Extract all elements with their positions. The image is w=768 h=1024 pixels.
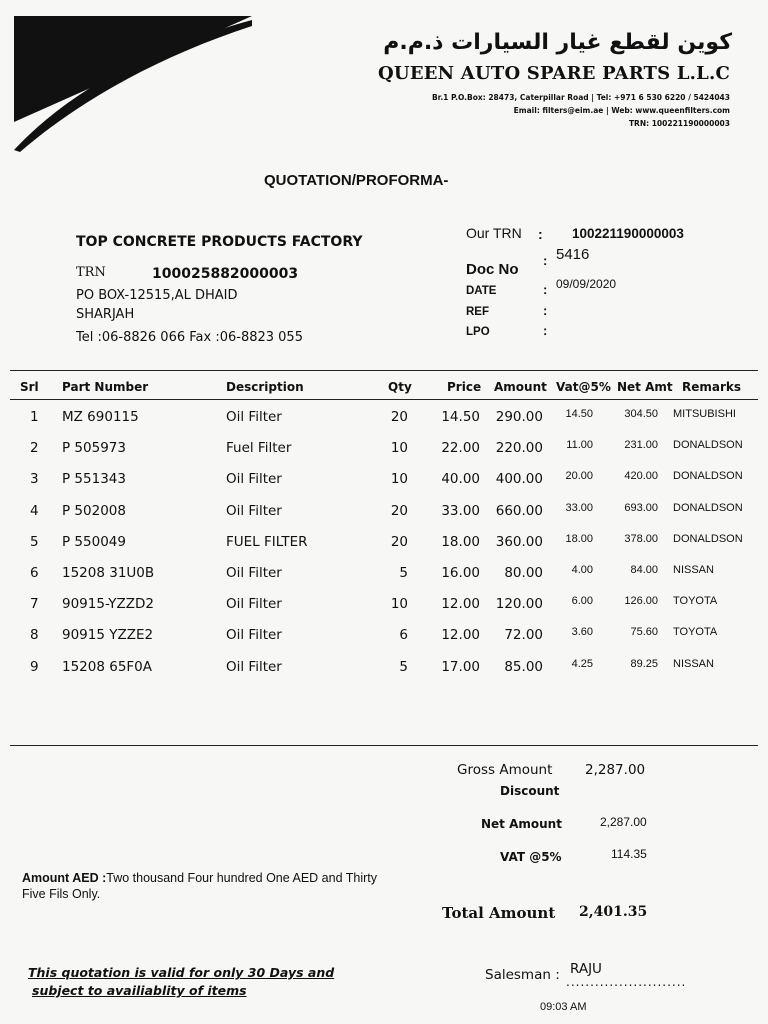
cell-net: 304.50 (624, 408, 658, 420)
cell-vat: 4.00 (571, 564, 593, 576)
gross-amount-value: 2,287.00 (585, 762, 646, 778)
ref-label: REF (466, 306, 489, 318)
cell-price: 17.00 (441, 659, 480, 675)
cell-net: 126.00 (624, 595, 658, 607)
cell-qty: 6 (399, 627, 408, 643)
cell-amount: 80.00 (504, 565, 543, 581)
net-amount-value: 2,287.00 (600, 815, 647, 829)
cell-qty: 10 (390, 596, 408, 612)
cell-remarks: TOYOTA (673, 595, 718, 607)
col-header-part-number: Part Number (62, 380, 149, 394)
cell-net: 420.00 (624, 470, 658, 482)
col-header-vat: Vat@5% (556, 380, 611, 394)
cell-desc: Oil Filter (226, 471, 282, 487)
cell-qty: 20 (390, 534, 408, 550)
cell-remarks: DONALDSON (673, 533, 743, 545)
doc-no-colon: : (543, 253, 548, 268)
cell-desc: Oil Filter (226, 503, 282, 519)
cell-srl: 8 (30, 627, 39, 643)
cell-srl: 7 (30, 596, 39, 612)
cell-part: P 505973 (62, 440, 126, 456)
cell-qty: 20 (390, 409, 408, 425)
customer-address-2: SHARJAH (76, 307, 135, 322)
salesman-label: Salesman : (485, 967, 560, 983)
cell-price: 22.00 (441, 440, 480, 456)
cell-srl: 1 (30, 409, 39, 425)
customer-name: TOP CONCRETE PRODUCTS FACTORY (76, 234, 363, 250)
cell-amount: 660.00 (495, 503, 543, 519)
total-amount-label: Total Amount (442, 904, 556, 922)
customer-address-1: PO BOX-12515,AL DHAID (76, 288, 238, 303)
our-trn-label: Our TRN (466, 225, 522, 241)
cell-amount: 85.00 (504, 659, 543, 675)
company-contact: Email: filters@eim.ae | Web: www.queenfilters.com (513, 106, 730, 115)
company-address: Br.1 P.O.Box: 28473, Caterpillar Road | Tel: +971 6 530 6220 / 5424043 (431, 93, 730, 102)
cell-part: MZ 690115 (62, 409, 139, 425)
cell-qty: 20 (390, 503, 408, 519)
cell-vat: 11.00 (566, 439, 593, 451)
cell-srl: 6 (30, 565, 39, 581)
validity-note-line-1: This quotation is valid for only 30 Days and (28, 965, 335, 980)
cell-part: 15208 65F0A (62, 659, 153, 675)
col-header-price: Price (447, 380, 482, 394)
cell-desc: Oil Filter (226, 596, 282, 612)
cell-price: 12.00 (441, 596, 480, 612)
amount-in-words-text: Two thousand Four hundred One AED and Thirty Five Fils Only. (22, 871, 378, 901)
cell-vat: 3.60 (571, 626, 593, 638)
cell-price: 16.00 (441, 565, 480, 581)
cell-vat: 33.00 (565, 502, 593, 514)
cell-srl: 9 (30, 659, 39, 675)
validity-note-line-2: subject to availiablity of items (32, 983, 247, 998)
cell-price: 33.00 (441, 503, 480, 519)
table-top-rule (10, 370, 758, 371)
col-header-srl: Srl (20, 380, 39, 394)
salesman-name: RAJU (570, 961, 602, 977)
lpo-label: LPO (466, 326, 490, 338)
cell-qty: 5 (399, 659, 408, 675)
cell-part: P 551343 (62, 471, 126, 487)
cell-desc: Oil Filter (226, 659, 282, 675)
salesman-signature-line: ......................... (566, 975, 687, 989)
cell-remarks: NISSAN (673, 658, 714, 670)
cell-amount: 360.00 (495, 534, 543, 550)
ref-colon: : (543, 303, 548, 318)
cell-srl: 3 (30, 471, 39, 487)
cell-net: 75.60 (630, 626, 658, 638)
cell-srl: 2 (30, 440, 39, 456)
cell-part: P 502008 (62, 503, 126, 519)
cell-part: 15208 31U0B (62, 565, 155, 581)
cell-price: 12.00 (441, 627, 480, 643)
date-label: DATE (466, 285, 497, 297)
customer-phone: Tel :06-8826 066 Fax :06-8823 055 (76, 330, 303, 345)
discount-label: Discount (500, 784, 560, 798)
cell-part: 90915-YZZD2 (62, 596, 154, 612)
col-header-remarks: Remarks (682, 380, 742, 394)
cell-desc: FUEL FILTER (226, 534, 308, 550)
cell-amount: 290.00 (495, 409, 543, 425)
cell-net: 693.00 (624, 502, 658, 514)
cell-vat: 14.50 (565, 408, 593, 420)
print-time: 09:03 AM (540, 1001, 587, 1013)
total-amount-value: 2,401.35 (579, 904, 648, 920)
table-bottom-rule (10, 745, 758, 746)
cell-price: 40.00 (441, 471, 480, 487)
cell-amount: 120.00 (495, 596, 543, 612)
cell-price: 18.00 (441, 534, 480, 550)
amount-in-words (22, 870, 402, 902)
col-header-description: Description (226, 380, 304, 394)
cell-qty: 5 (399, 565, 408, 581)
cell-net: 84.00 (630, 564, 658, 576)
company-logo-swoosh (0, 0, 260, 160)
doc-no-label: Doc No (466, 261, 519, 278)
date-value: 09/09/2020 (556, 277, 617, 291)
net-amount-label: Net Amount (481, 817, 562, 831)
col-header-qty: Qty (388, 380, 412, 394)
vat-label: VAT @5% (500, 850, 562, 864)
col-header-amount: Amount (494, 380, 547, 394)
cell-remarks: DONALDSON (673, 502, 743, 514)
cell-desc: Fuel Filter (226, 440, 292, 456)
cell-srl: 4 (30, 503, 39, 519)
cell-desc: Oil Filter (226, 627, 282, 643)
company-trn: TRN: 100221190000003 (628, 119, 730, 128)
cell-remarks: DONALDSON (673, 470, 743, 482)
date-colon: : (543, 282, 548, 297)
cell-qty: 10 (390, 471, 408, 487)
cell-price: 14.50 (441, 409, 480, 425)
doc-no-value: 5416 (556, 246, 590, 263)
cell-desc: Oil Filter (226, 409, 282, 425)
col-header-net-amt: Net Amt (617, 380, 673, 394)
cell-net: 378.00 (624, 533, 658, 545)
cell-part: 90915 YZZE2 (62, 627, 154, 643)
company-name: QUEEN AUTO SPARE PARTS L.L.C (378, 63, 730, 84)
cell-vat: 20.00 (565, 470, 593, 482)
gross-amount-label: Gross Amount (457, 762, 553, 778)
cell-desc: Oil Filter (226, 565, 282, 581)
cell-amount: 220.00 (495, 440, 543, 456)
cell-remarks: MITSUBISHI (673, 408, 736, 420)
cell-part: P 550049 (62, 534, 126, 550)
cell-vat: 18.00 (565, 533, 593, 545)
vat-value: 114.35 (611, 847, 647, 861)
cell-amount: 400.00 (495, 471, 543, 487)
table-header-rule (10, 399, 758, 400)
cell-vat: 6.00 (571, 595, 593, 607)
cell-net: 89.25 (630, 658, 658, 670)
our-trn-colon: : (538, 226, 543, 242)
our-trn-value: 100221190000003 (572, 226, 684, 241)
cell-remarks: DONALDSON (673, 439, 743, 451)
lpo-colon: : (543, 323, 548, 338)
document-title: QUOTATION/PROFORMA- (264, 172, 449, 189)
company-name-arabic: كوين لقطع غيار السيارات ذ.م.م (383, 30, 732, 55)
amount-in-words-label: Amount AED : (22, 871, 107, 885)
cell-remarks: NISSAN (673, 564, 714, 576)
cell-qty: 10 (390, 440, 408, 456)
cell-remarks: TOYOTA (673, 626, 718, 638)
cell-net: 231.00 (624, 439, 658, 451)
cell-amount: 72.00 (504, 627, 543, 643)
cell-vat: 4.25 (571, 658, 593, 670)
customer-trn-label: TRN (76, 265, 106, 280)
cell-srl: 5 (30, 534, 39, 550)
customer-trn: 100025882000003 (152, 266, 299, 282)
